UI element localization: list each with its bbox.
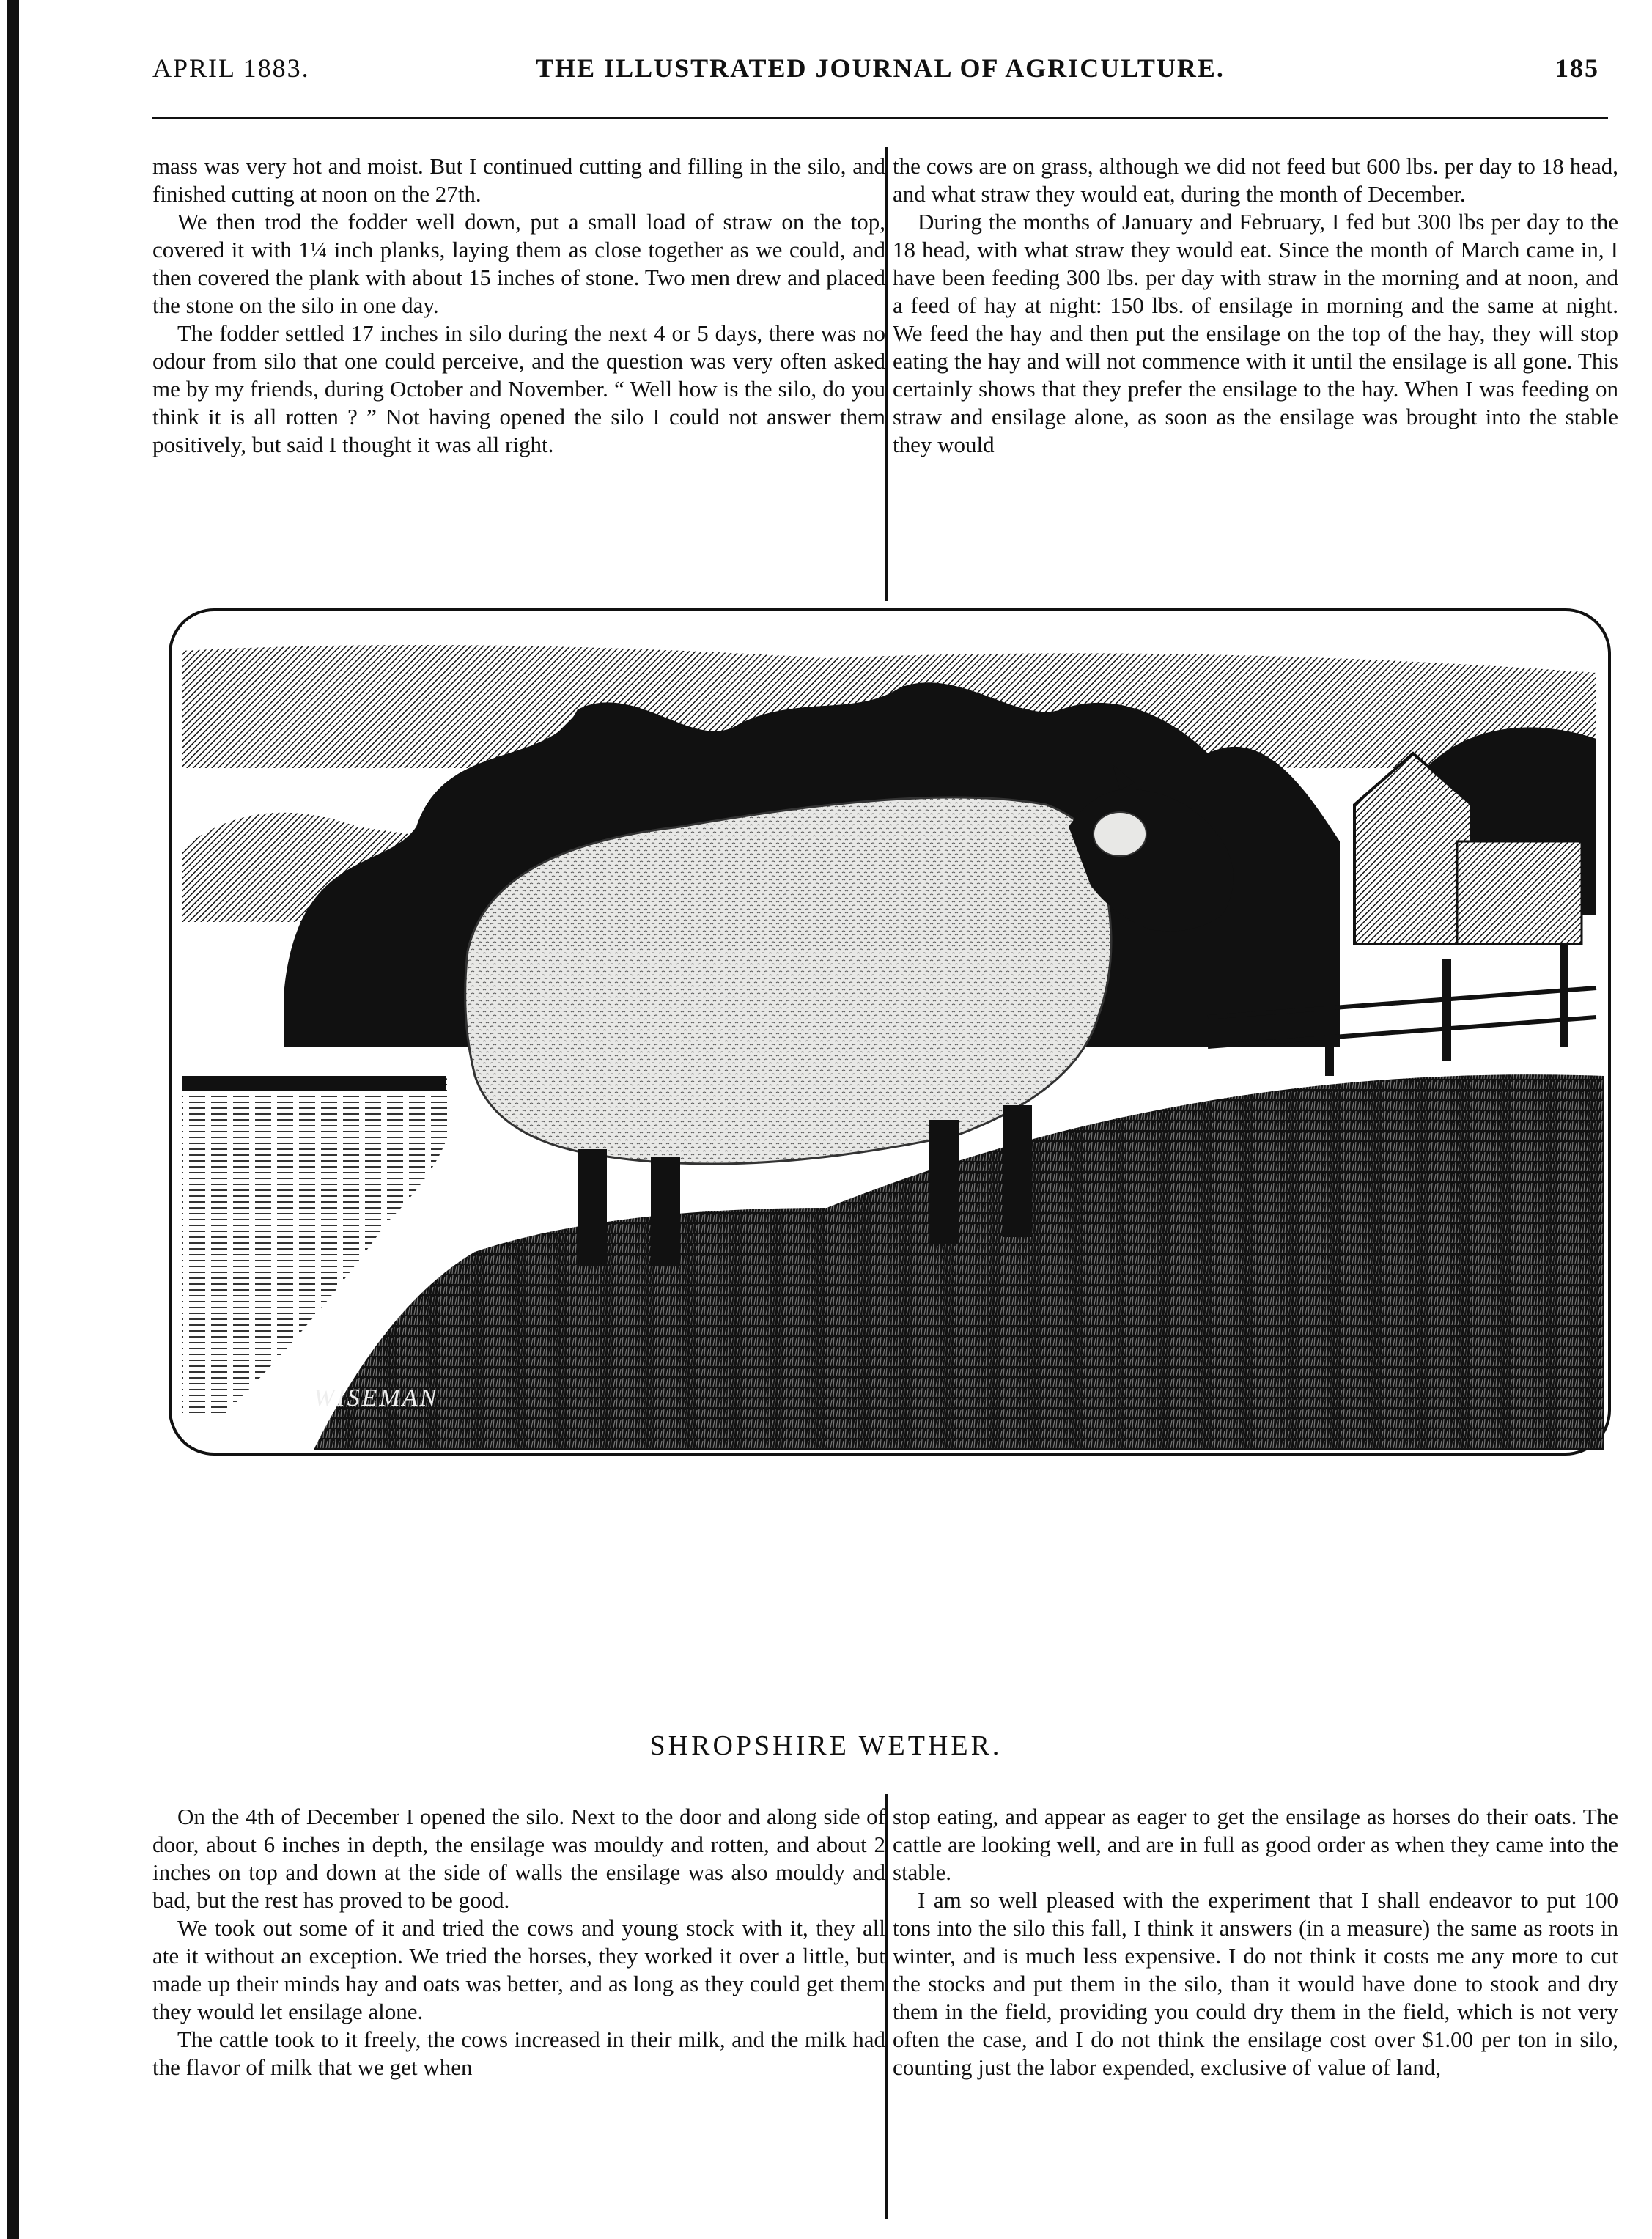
engraver-signature: WISEMAN (314, 1384, 439, 1412)
page-binding-edge (7, 0, 19, 2239)
paragraph: During the months of January and February, I fed but 300 lbs per day to the 18 head, with what straw they would eat. Since the month of March came in, I have been feeding 300 lbs. per day with straw in the morning and at noon, and a feed of hay at night: 150 lbs. of ensilage in morning and the same at night. We feed the hay and then put the ensilage on the top of the hay, they will stop eating the hay and will not commence with it until the ensilage is all gone. This certainly shows that they prefer the ensilage to the hay. When I was feeding on straw and ensilage alone, as soon as the ensilage was brought into the stable they would (893, 209, 1618, 457)
paragraph: The cattle took to it freely, the cows increased in their milk, and the milk had the flavor of milk that we get when (152, 2026, 885, 2080)
paragraph: mass was very hot and moist. But I continued cutting and filling in the silo, and finished cutting at noon on the 27th. (152, 153, 885, 207)
journal-title: THE ILLUSTRATED JOURNAL OF AGRICULTURE. (536, 54, 1225, 83)
column-top-left (152, 152, 885, 459)
paragraph: I am so well pleased with the experiment that I shall endeavor to put 100 tons into the silo this fall, I think it answers (in a measure) the same as roots in winter, and is much less expensive. I do not think it costs me any more to cut the stocks and put them in the silo, than it would have done to stook and dry them in the field, providing you could dry them in the field, which is not very often the case, and I do not think the ensilage cost over $1.00 per ton in silo, counting just the labor expended, exclusive of value of land, (893, 1887, 1618, 2080)
shropshire-wether-engraving (167, 607, 1612, 1457)
illustration-caption: SHROPSHIRE WETHER. (649, 1730, 1003, 1761)
column-bottom-right (893, 1803, 1618, 2081)
page-number: 185 (1555, 54, 1599, 83)
paragraph: the cows are on grass, although we did not feed but 600 lbs. per day to 18 head, and what straw they would eat, during the month of December. (893, 153, 1618, 207)
column-divider (885, 147, 888, 601)
column-divider (885, 1794, 888, 2219)
column-bottom-left (152, 1803, 885, 2081)
paragraph: stop eating, and appear as eager to get the ensilage as horses do their oats. The cattle are looking well, and are in full as good order as when they came into the stable. (893, 1804, 1618, 1885)
paragraph: On the 4th of December I opened the silo. Next to the door and along side of door, about 6 inches in depth, the ensilage was mouldy and rotten, and about 2 inches on top and down at the side of walls the ensilage was also mouldy and bad, but the rest has proved to be good. (152, 1804, 885, 1913)
paragraph: We then trod the fodder well down, put a small load of straw on the top, covered it with 1¼ inch planks, laying them as close together as we could, and then covered the plank with about 15 inches of stone. Two men drew and placed the stone on the silo in one day. (152, 209, 885, 318)
issue-date: APRIL 1883. (152, 54, 310, 83)
paragraph: The fodder settled 17 inches in silo during the next 4 or 5 days, there was no odour from silo that one could perceive, and the question was very often asked me by my friends, during October and November. “ Well how is the silo, do you think it is all rotten ? ” Not having opened the silo I could not answer them positively, but said I thought it was all right. (152, 320, 885, 457)
column-top-right (893, 152, 1618, 459)
paragraph: We took out some of it and tried the cows and young stock with it, they all ate it without an exception. We tried the horses, they worked it over a little, but made up their minds hay and oats was better, and as long as they could get them they would let ensilage alone. (152, 1915, 885, 2024)
running-header (152, 45, 1608, 89)
header-rule (152, 117, 1608, 119)
